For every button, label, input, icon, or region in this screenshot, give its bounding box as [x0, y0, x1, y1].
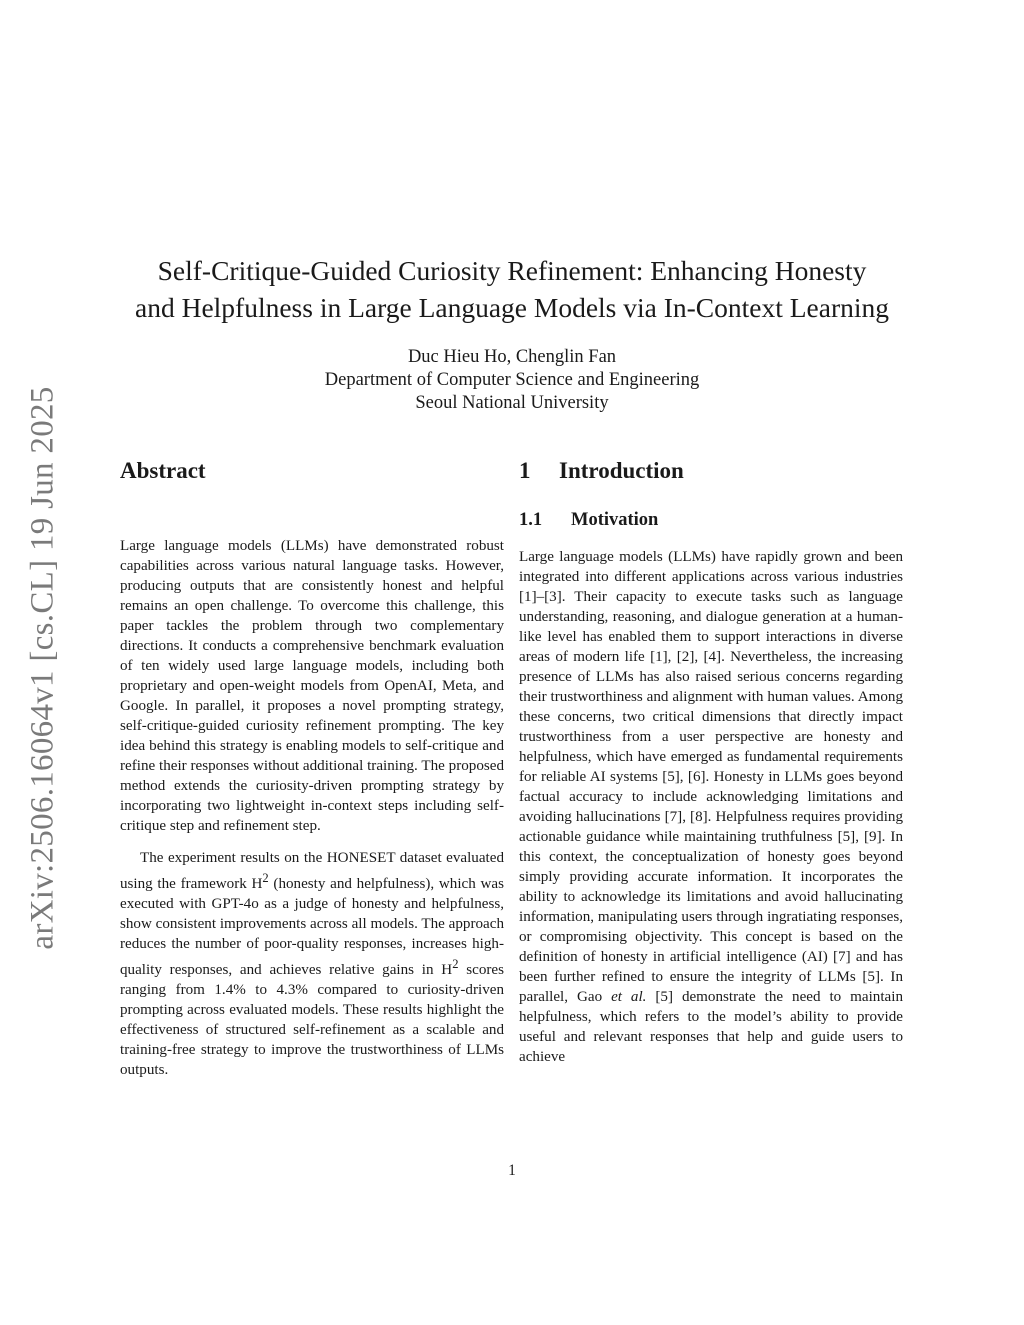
abstract-heading: Abstract: [120, 458, 206, 483]
paper-title-line-1: Self-Critique-Guided Curiosity Refinement: Enhancing Honesty: [157, 255, 867, 286]
abstract-paragraph-2: [120, 848, 504, 1080]
abstract-paragraph-1: Large language models (LLMs) have demonstrated robust capabilities across various natural language tasks. However, producing outputs that are consistently honest and helpful remains an open challenge. To overcome this challenge, this paper tackles the problem through two complementary directions. It conducts a comprehensive benchmark evaluation of ten widely used large language models, including both proprietary and open-weight models from OpenAI, Meta, and Google. In parallel, it proposes a novel prompting strategy, self-critique-guided curiosity refinement prompting. The key idea behind this strategy is enabling models to self-critique and refine their responses without additional training. The proposed method extends the curiosity-driven prompting strategy by incorporating two lightweight in-context steps including self-critique step and refinement step.: [120, 538, 504, 834]
introduction-paragraph-1: [519, 547, 903, 1067]
author-department: Department of Computer Science and Engineering: [324, 370, 700, 390]
abstract-paragraph-2-part-3: scores ranging from 1.4% to 4.3% compared to curiosity-driven prompting across evaluated models. These results highlight the effectiveness of structured self-refinement as a scalable and training-free strategy to improve the trustworthiness of LLMs outputs.: [120, 962, 504, 1079]
abstract-paragraph-2-part-1: The experiment results on the HONESET dataset evaluated using the framework H: [120, 850, 504, 893]
author-names: Duc Hieu Ho, Chenglin Fan: [407, 347, 617, 367]
motivation-subheading: [519, 510, 903, 531]
title-block: [110, 252, 914, 326]
motivation-subsection-number: 1.1: [519, 510, 543, 530]
introduction-paragraph-1-part-2: [5] demonstrate the need to maintain helpfulness, which refers to the model’s ability to provide useful and relevant responses that help and guide users to achieve: [519, 989, 903, 1065]
abstract-superscript-2: 2: [452, 957, 459, 972]
motivation-subheading-text: Motivation: [571, 510, 659, 530]
abstract-superscript-1: 2: [262, 871, 269, 885]
introduction-et-al: et al.: [611, 989, 647, 1005]
introduction-heading-text: Introduction: [559, 458, 684, 483]
arxiv-identifier-stamp: arXiv:2506.16064v1 [cs.CL] 19 Jun 2025: [24, 386, 61, 950]
abstract-column: [120, 458, 504, 1080]
introduction-section-number: 1: [519, 458, 531, 483]
introduction-heading: [519, 458, 903, 488]
page-number: 1: [508, 1162, 516, 1179]
abstract-paragraph-2-part-2: (honesty and helpfulness), which was executed with GPT-4o as a judge of honesty and helpfulness, show consistent improvements across all models. The approach reduces the number of poor-quality responses, increases high-quality responses, and achieves relative gains in H: [120, 876, 504, 979]
introduction-paragraph-1-part-1: Large language models (LLMs) have rapidly grown and been integrated into different applications across various industries [1]–[3]. Their capacity to execute tasks such as language understanding, reasoning, and dialogue generation at a human-like level has enabled them to support interactions in diverse areas of modern life [1], [2], [4]. Nevertheless, the increasing presence of LLMs has also raised serious concerns regarding their trustworthiness and alignment with human values. Among these concerns, two critical dimensions that directly impact trustworthiness from a user perspective are honesty and helpfulness, which have emerged as fundamental requirements for reliable AI systems [5], [6]. Honesty in LLMs goes beyond factual accuracy to include acknowledging limitations and avoiding hallucinations [7], [8]. Helpfulness requires providing actionable guidance while maintaining truthfulness [5], [9]. In this context, the conceptualization of honesty goes beyond simply providing accurate information. It incorporates the ability to acknowledge its limitations and avoid hallucinating information, manipulating users through ingratiating responses, or compromising objectivity. This concept is based on the definition of honesty in artificial intelligence (AI) [7] and has been further refined to ensure the integrity of LLMs [5]. In parallel, Gao: [519, 549, 903, 1005]
authors-block: [110, 346, 914, 415]
paper-title: [110, 252, 914, 326]
author-university: Seoul National University: [415, 393, 609, 413]
introduction-column: [519, 458, 903, 1067]
paper-title-line-2: and Helpfulness in Large Language Models via In-Context Learning: [135, 292, 889, 323]
